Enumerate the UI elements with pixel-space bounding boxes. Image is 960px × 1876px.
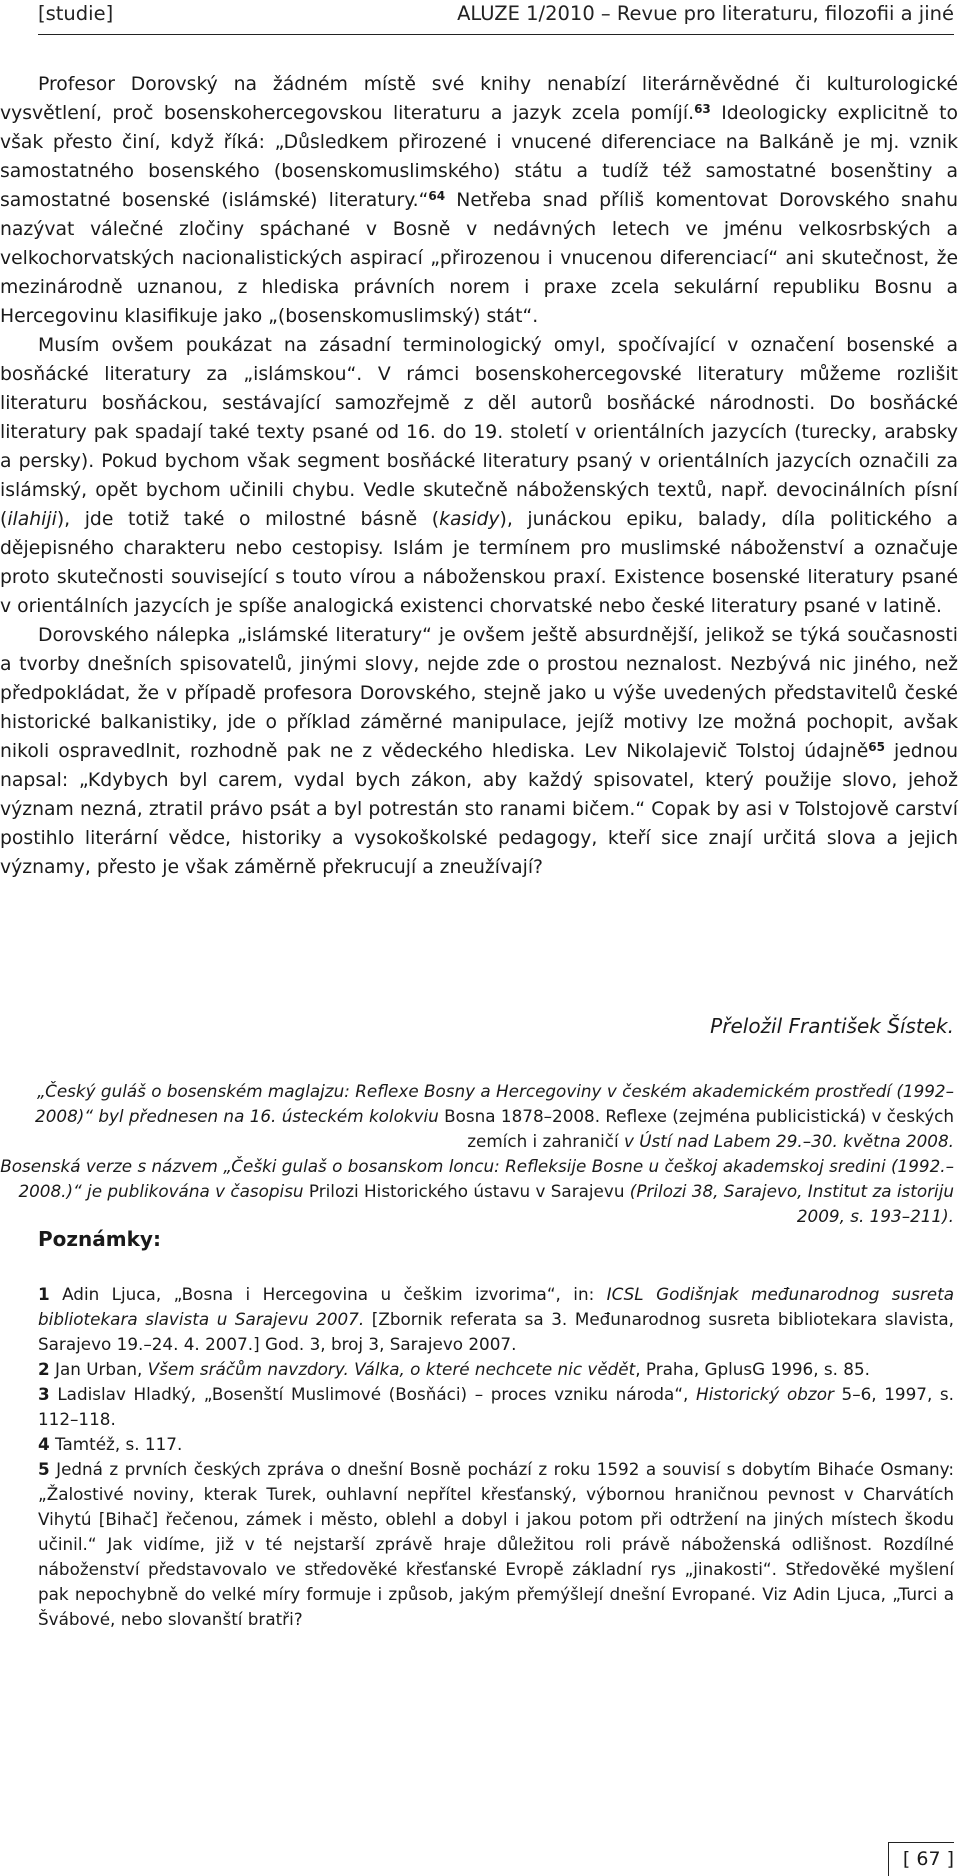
origin-paragraph-1 <box>0 1079 954 1154</box>
note-1-text-1: Adin Ljuca, „Bosna i Hercegovina u češkim izvorima“, in: <box>49 1284 607 1304</box>
journal-title: ALUZE 1/2010 – Revue pro literaturu, filozofii a jiné <box>457 2 954 25</box>
notes-heading: Poznámky: <box>38 1227 161 1251</box>
note-1-text-2: [Zbornik referata sa 3. Međunarodnog susreta bibliotekara slavista, Sarajevo 19.–24. 4. 2007.] God. 3, broj 3, Sarajevo 2007. <box>38 1309 954 1354</box>
origin-1-italic-2: v Ústí nad Labem 29.–30. května 2008. <box>618 1131 954 1151</box>
origin-2-italic-1: Bosenská verze s názvem „Češki gulaš o bosanskom loncu: Refleksije Bosne u češkoj akademskoj sredini (1992.–2008.)“ je publikována v časopisu <box>0 1156 954 1201</box>
note-number: 5 <box>38 1459 50 1479</box>
p2-italic-1: ilahiji <box>7 509 57 530</box>
running-header <box>38 0 954 35</box>
origin-2-text-1: Prilozi Historického ústavu v Sarajevu <box>303 1181 625 1201</box>
origin-1-text-1: Bosna 1878–2008. Reflexe (zejména publicistická) v českých zemích i zahraničí <box>438 1106 954 1151</box>
note-3-text-2: 5–6, 1997, s. 112–118. <box>38 1384 954 1429</box>
paragraph-2 <box>0 331 958 621</box>
note-4-text-1: Tamtéž, s. 117. <box>49 1434 183 1454</box>
note-5 <box>38 1457 954 1632</box>
footnote-ref-65[interactable]: 65 <box>868 740 885 754</box>
notes-list <box>38 1282 954 1632</box>
note-number: 4 <box>38 1434 50 1454</box>
p1-text-1: Profesor Dorovský na žádném místě své knihy nenabízí literárněvědné či kulturologické vysvětlení, proč bosenskohercegovskou literaturu a jazyk zcela pomíjí. <box>0 74 958 124</box>
note-5-text-1: Jedná z prvních českých zpráva o dnešní Bosně pochází z roku 1592 a souvisí s dobytím Bihaće Osmany: „Žalostivé noviny, kterak Turek, ouhlavní nepřítel křesťanský, výbornou hraničnou pevnost v Charvátích Vihytú [Bihač] řečenou, zámek i město, oblehl a dobyl i jakou potom při odtržení na jiných místech škodu učinil.“ Jak vidíme, již v té nejstarší zprávě hraje důležitou roli právě náboženská odlišnost. Rozdílné náboženství představovalo ve středověké křesťanské Evropě základní rys „jinakosti“. Středověké myšlení pak nepochybně do velké míry formuje i způsob, jakým přemýšlejí dnešní Evropané. Viz Adin Ljuca, „Turci a Švábové, nebo slovanští bratři? <box>38 1459 954 1629</box>
note-3 <box>38 1382 954 1432</box>
origin-paragraph-2 <box>0 1154 954 1229</box>
p2-text-3: ), junáckou epiku, balady, díla politického a dějepisného charakteru nebo cestopisy. Islám je termínem pro muslimské náboženství a označuje proto skutečnosti související s touto vírou a náboženskou praxí. Existence bosenské literatury psané v orientálních jazycích je spíše analogická existenci chorvatské nebo české literatury psané v latině. <box>0 509 958 617</box>
note-2-text-2: , Praha, GplusG 1996, s. 85. <box>635 1359 870 1379</box>
note-2 <box>38 1357 954 1382</box>
note-1-italic-1: ICSL Godišnjak međunarodnog susreta bibliotekara slavista u Sarajevu 2007. <box>38 1284 954 1329</box>
note-3-italic-1: Historický obzor <box>696 1384 834 1404</box>
footnote-ref-64[interactable]: 64 <box>428 189 446 203</box>
note-2-italic-1: Všem sráčům navzdory. Válka, o které nechcete nic vědět <box>147 1359 636 1379</box>
footnote-ref-63[interactable]: 63 <box>694 102 711 116</box>
note-3-text-1: Ladislav Hladký, „Bosenští Muslimové (Bosňáci) – proces vzniku národa“, <box>49 1384 697 1404</box>
p3-text-2: jednou napsal: „Kdybych byl carem, vydal bych zákon, aby každý spisovatel, který použije slovo, jehož význam nezná, ztratil právo psát a byl potrestán sto ranami bičem.“ Copak by asi v Tolstojově carství postihlo literární vědce, historiky a vysokoškolské pedagogy, kteří sice znají určitá slova a jejich významy, přesto je však záměrně překrucují a zneužívají? <box>0 741 958 878</box>
note-number: 2 <box>38 1359 50 1379</box>
note-1 <box>38 1282 954 1357</box>
p2-text-2: ), jde totiž také o milostné básně ( <box>56 509 440 530</box>
translator-credit: Přeložil František Šístek. <box>710 1014 954 1038</box>
publication-note <box>0 1079 954 1229</box>
p2-italic-2: kasidy <box>439 509 500 530</box>
note-number: 1 <box>38 1284 50 1304</box>
section-label: [studie] <box>38 2 114 25</box>
p1-text-2: Ideologicky explicitně to však přesto činí, když říká: „Důsledkem přirozené i vnucené diferenciace na Balkáně je mj. vznik samostatného bosenského (bosenskomuslimského) státu a tudíž též samostatné bosenštiny a samostatné bosenské (islámské) literatury.“ <box>0 103 958 211</box>
paragraph-1 <box>0 70 958 331</box>
note-number: 3 <box>38 1384 50 1404</box>
p1-text-3: Netřeba snad příliš komentovat Dorovského snahu nazývat válečné zločiny spáchané v Bosně v nedávných letech ve jménu velkosrbských a velkochorvatských nacionalistických aspirací „přirozenou i vnucenou diferenciací“ ani skutečnost, že mezinárodně uznanou, z hlediska právních norem i praxe zcela sekulární republiku Bosnu a Hercegovinu klasifikuje jako „(bosenskomuslimský) stát“. <box>0 190 958 327</box>
note-4 <box>38 1432 954 1457</box>
note-2-text-1: Jan Urban, <box>49 1359 148 1379</box>
origin-2-italic-2: (Prilozi 38, Sarajevo, Institut za istoriju 2009, s. 193–211). <box>624 1181 954 1226</box>
paragraph-3 <box>0 621 958 882</box>
p2-text-1: Musím ovšem poukázat na zásadní terminologický omyl, spočívající v označení bosenské a bosňácké literatury za „islámskou“. V rámci bosenskohercegovské literatury můžeme rozlišit literaturu bosňáckou, sestávající samozřejmě z děl autorů bosňácké národnosti. Do bosňácké literatury pak spadají také texty psané od 16. do 19. století v orientálních jazycích (turecky, arabsky a persky). Pokud bychom však segment bosňácké literatury psaný v orientálních jazycích označili za islámský, opět bychom učinili chybu. Vedle skutečně náboženských textů, např. devocinálních písní ( <box>0 335 958 530</box>
page-number: [ 67 ] <box>888 1842 954 1876</box>
main-text <box>0 70 958 882</box>
p3-text-1: Dorovského nálepka „islámské literatury“ je ovšem ještě absurdnější, jelikož se týká současnosti a tvorby dnešních spisovatelů, jinými slovy, nejde zde o prostou neznalost. Nezbývá nic jiného, než předpokládat, že v případě profesora Dorovského, stejně jako u výše uvedených představitelů české historické balkanistiky, jde o příklad záměrné manipulace, jejíž motivy lze možná pochopit, avšak nikoli ospravedlnit, rozhodně pak ne z vědeckého hlediska. Lev Nikolajevič Tolstoj údajně <box>0 625 958 762</box>
origin-1-italic-1: „Český guláš o bosenském maglajzu: Reflexe Bosny a Hercegoviny v českém akademickém prostředí (1992–2008)“ byl přednesen na 16. ústeckém kolokviu <box>35 1081 954 1126</box>
